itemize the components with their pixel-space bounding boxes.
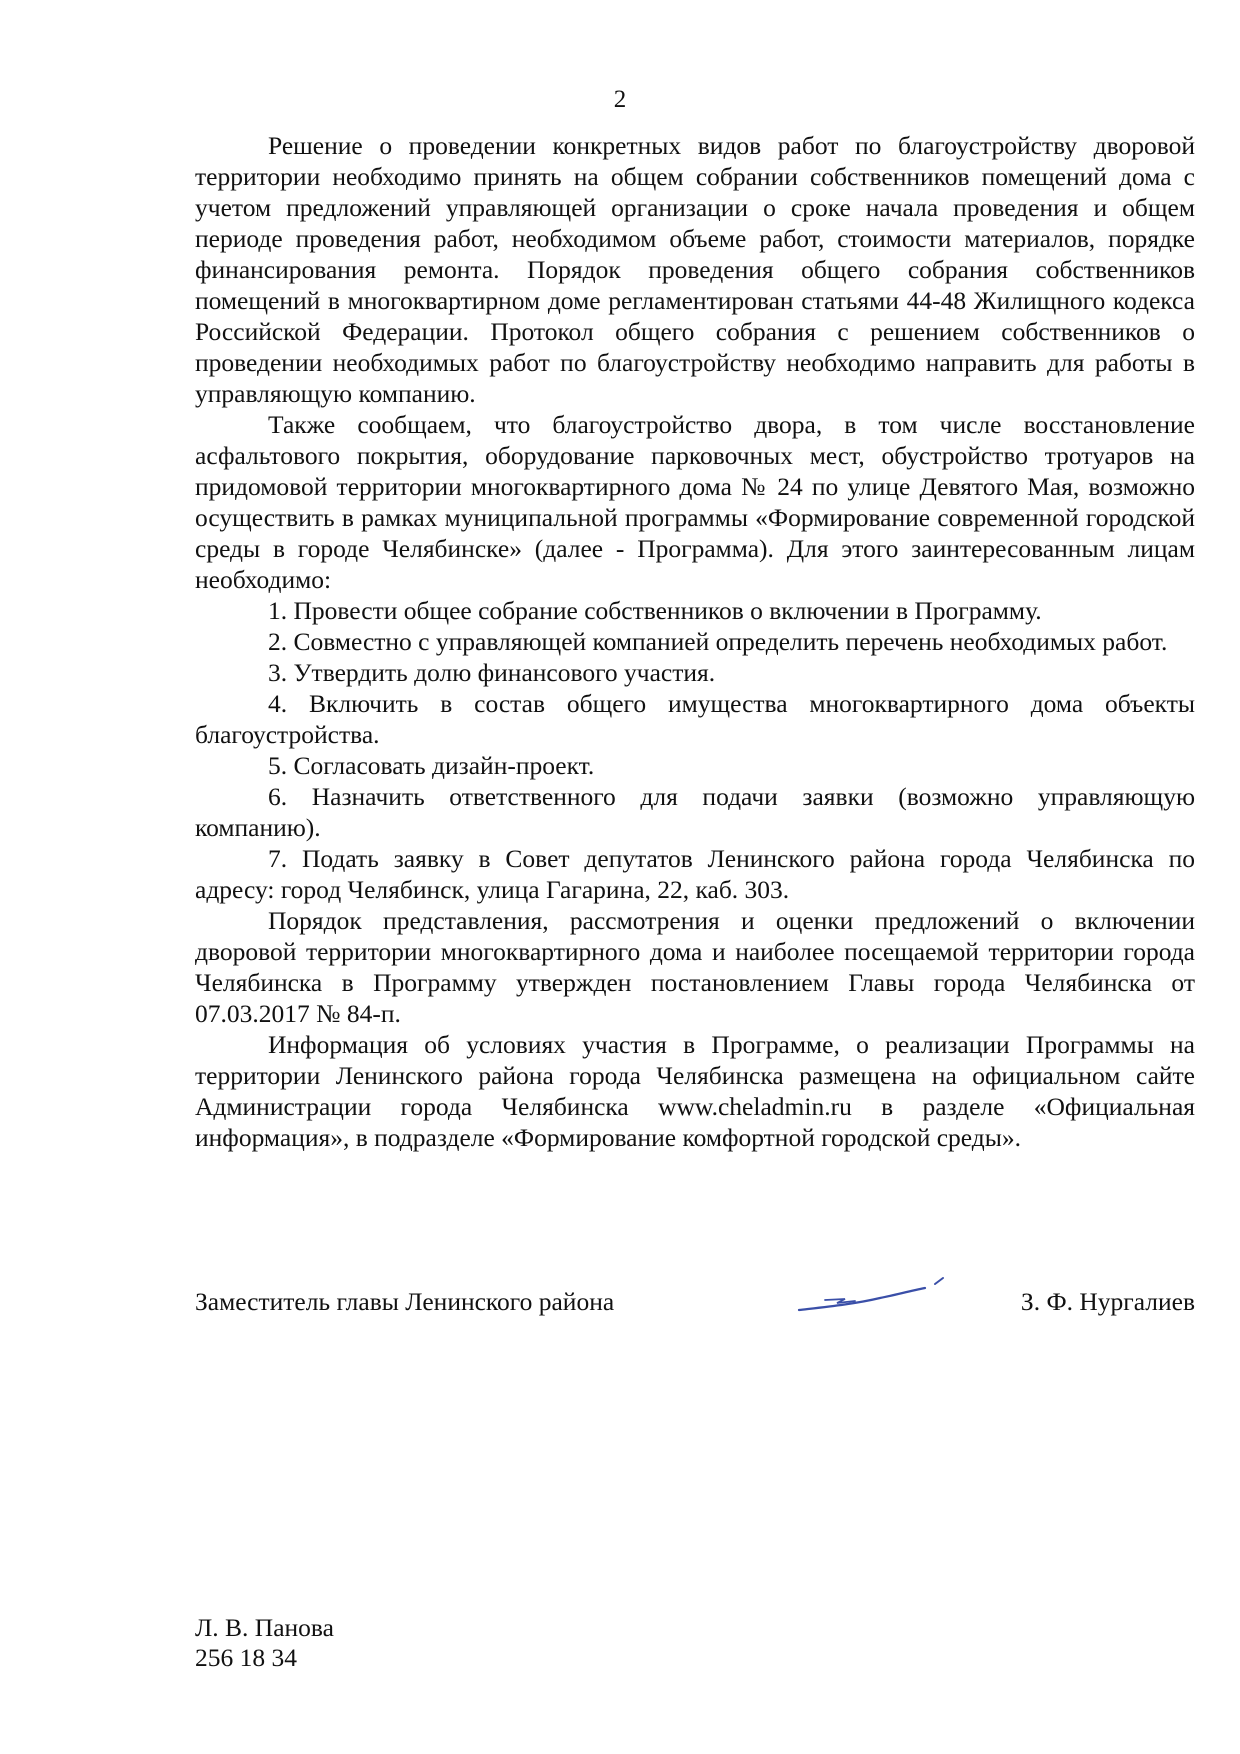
list-item-3: 3. Утвердить долю финансового участия. — [268, 658, 716, 687]
executor-name: Л. В. Панова — [195, 1613, 334, 1642]
executor-info — [195, 1613, 334, 1673]
signer-title: Заместитель главы Ленинского района — [195, 1287, 615, 1316]
paragraph-program-info: Также сообщаем, что благоустройство двора, в том числе восстановление асфальтового покрытия, оборудование парковочных мест, обустройство тротуаров на придомовой территории многоквартирного дома № 24 по улице Девятого Мая, возможно осуществить в рамках муниципальной программы «Формирование современной городской среды в городе Челябинске» (далее - Программа). Для этого заинтересованным лицам необходимо: — [195, 410, 1195, 594]
list-item-2: 2. Совместно с управляющей компанией определить перечень необходимых работ. — [268, 627, 1168, 656]
list-item-1: 1. Провести общее собрание собственников о включении в Программу. — [268, 596, 1042, 625]
signature-block — [195, 1286, 1195, 1326]
list-item-5: 5. Согласовать дизайн-проект. — [268, 751, 595, 780]
handwritten-signature — [785, 1272, 955, 1332]
list-item-4: 4. Включить в состав общего имущества многоквартирного дома объекты благоустройства. — [195, 689, 1195, 749]
paragraph-website-info: Информация об условиях участия в Программе, о реализации Программы на территории Ленинского района города Челябинска размещена на официальном сайте Администрации города Челябинска www.cheladmin.ru в разделе «Официальная информация», в подразделе «Формирование комфортной городской среды». — [195, 1030, 1195, 1152]
page-number: 2 — [613, 86, 627, 113]
executor-phone: 256 18 34 — [195, 1643, 297, 1672]
signer-name: З. Ф. Нургалиев — [1020, 1287, 1195, 1316]
letter-body — [195, 130, 1195, 1153]
paragraph-procedure: Порядок представления, рассмотрения и оценки предложений о включении дворовой территории многоквартирного дома и наиболее посещаемой территории города Челябинска в Программу утвержден постановлением Главы города Челябинска от 07.03.2017 № 84-п. — [195, 906, 1195, 1028]
paragraph-decision: Решение о проведении конкретных видов работ по благоустройству дворовой территории необходимо принять на общем собрании собственников помещений дома с учетом предложений управляющей организации о сроке начала проведения и общем периоде проведения работ, необходимом объеме работ, стоимости материалов, порядке финансирования ремонта. Порядок проведения общего собрания собственников помещений в многоквартирном доме регламентирован статьями 44-48 Жилищного кодекса Российской Федерации. Протокол общего собрания с решением собственников о проведении необходимых работ по благоустройству необходимо направить для работы в управляющую компанию. — [195, 131, 1195, 408]
list-item-6: 6. Назначить ответственного для подачи заявки (возможно управляющую компанию). — [195, 782, 1195, 842]
list-item-7: 7. Подать заявку в Совет депутатов Ленинского района города Челябинска по адресу: город Челябинск, улица Гагарина, 22, каб. 303. — [195, 844, 1195, 904]
